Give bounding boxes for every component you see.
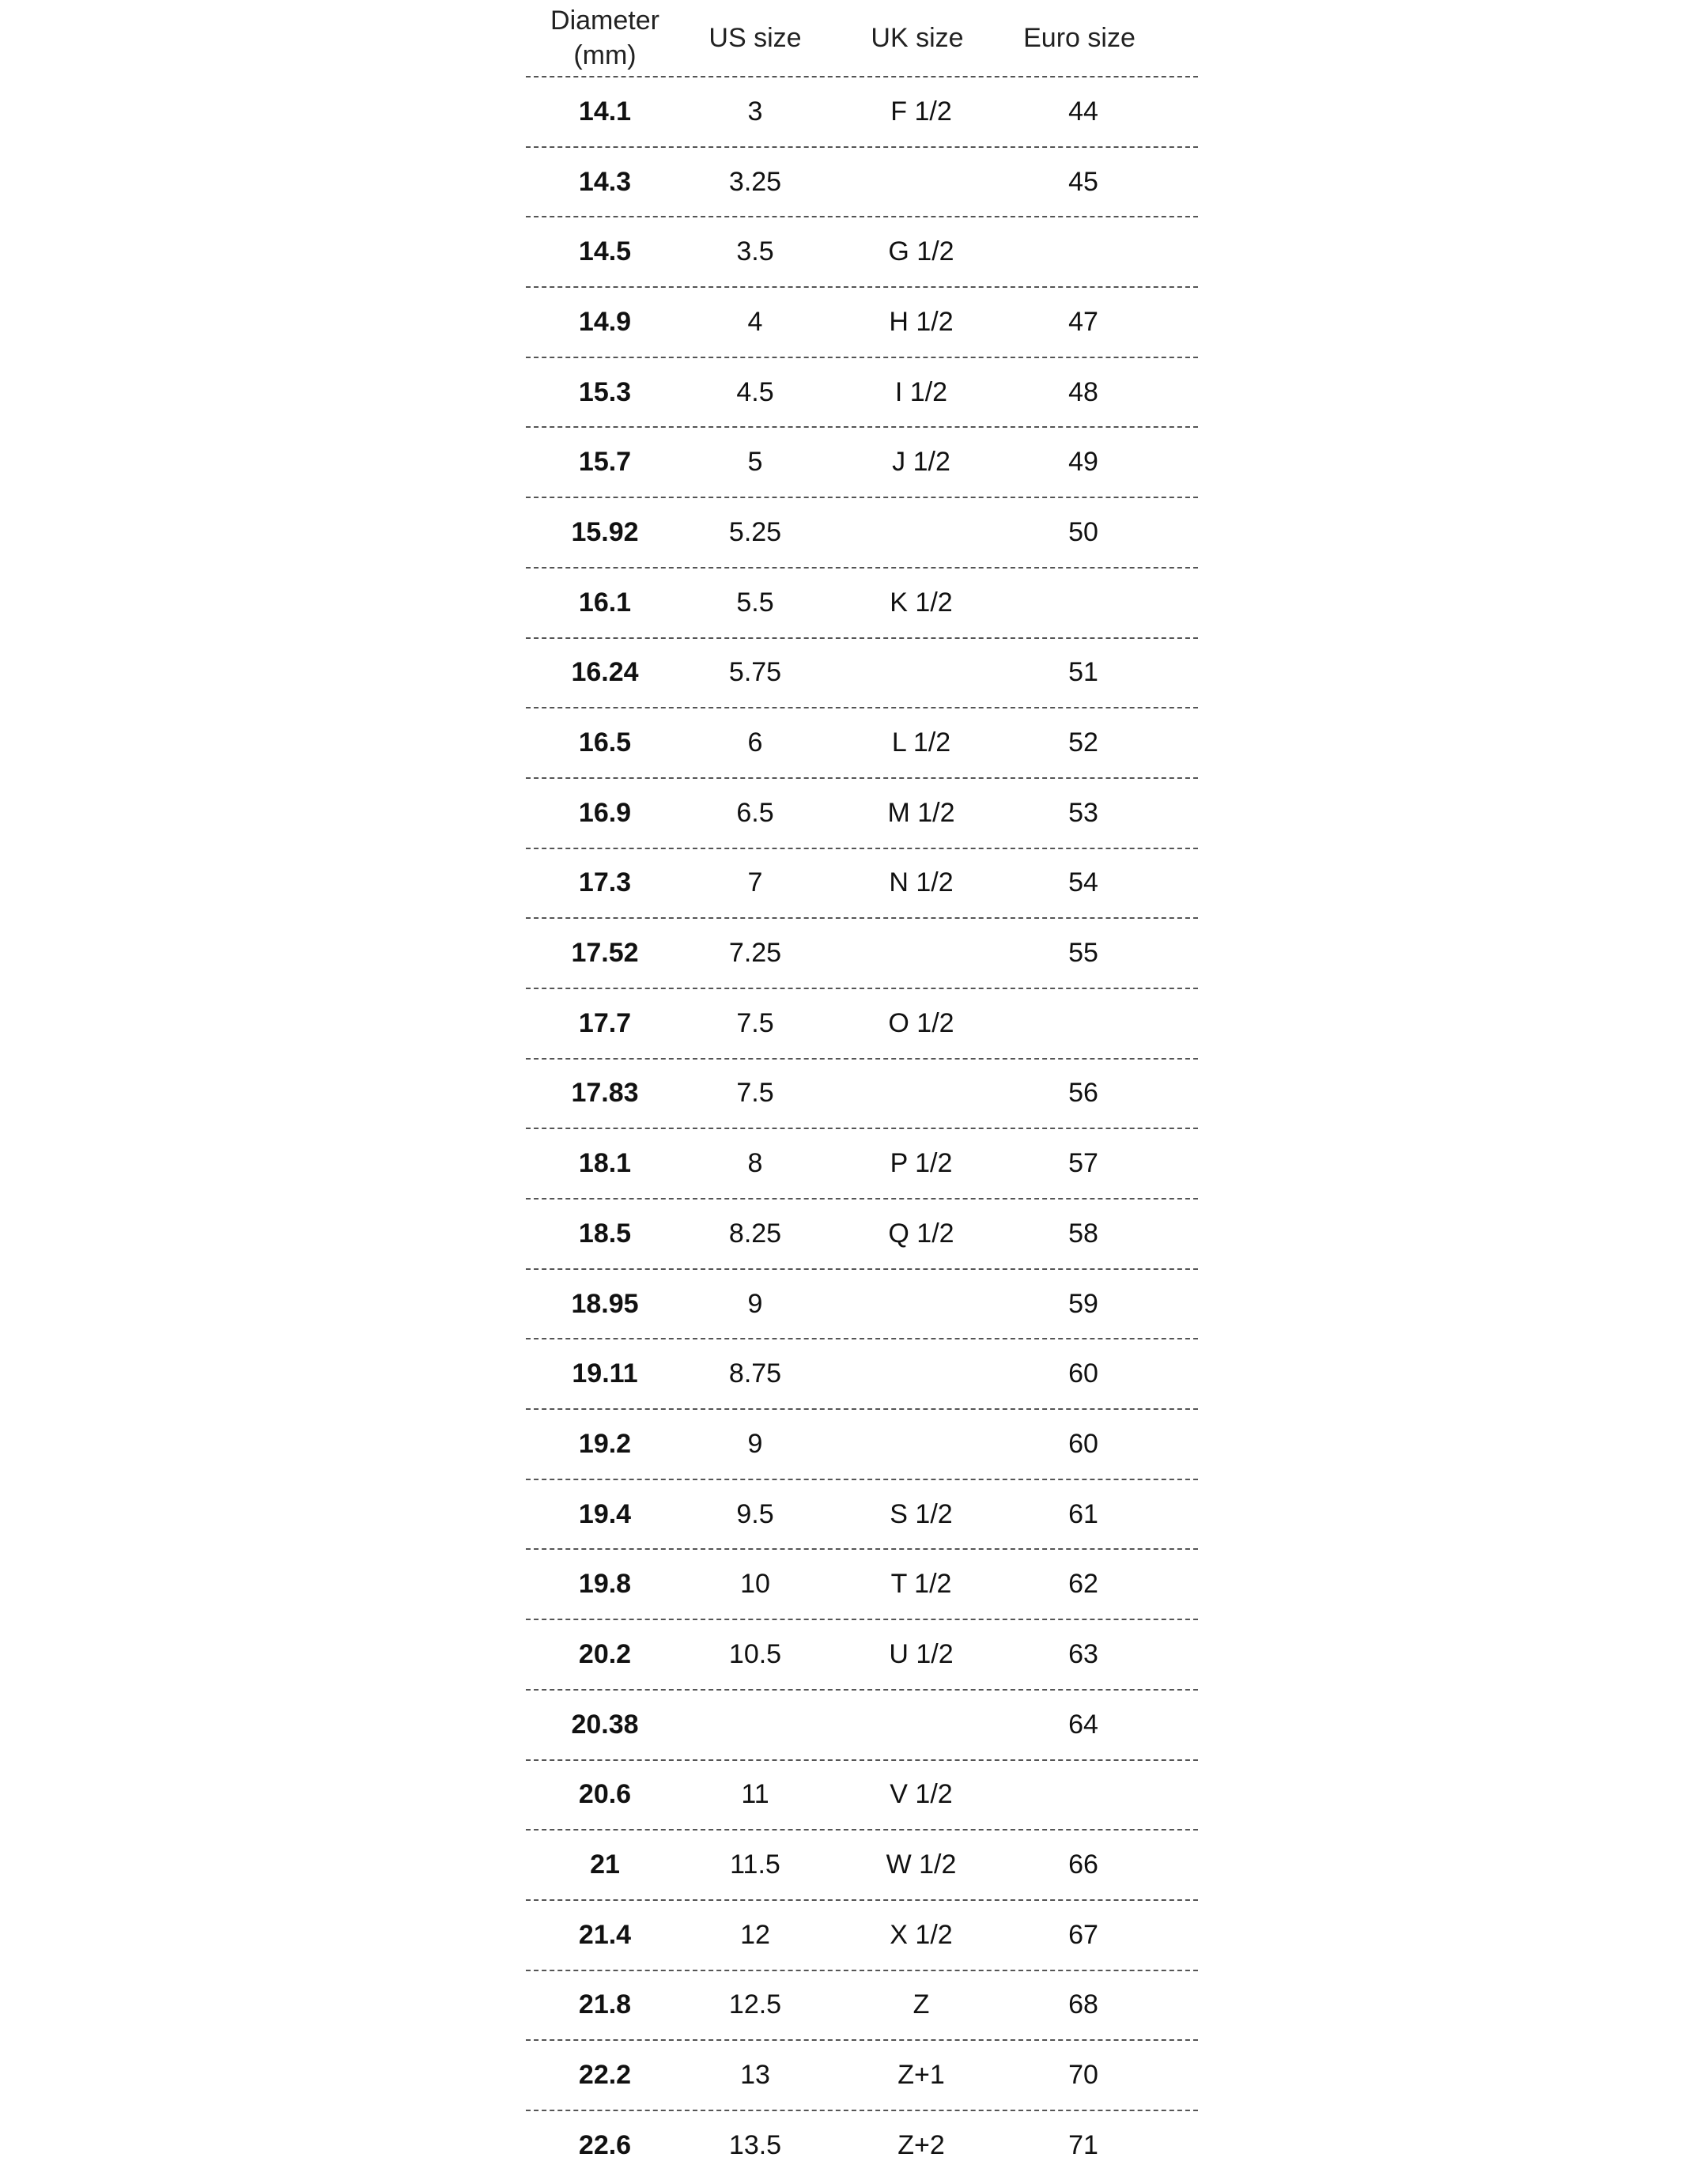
header-euro-size: Euro size <box>1023 23 1136 53</box>
diameter-cell: 21.4 <box>578 1919 632 1950</box>
uk-size-cell: U 1/2 <box>889 1638 954 1669</box>
us-size-cell: 4 <box>747 306 763 337</box>
us-size-cell: 6 <box>747 727 763 758</box>
uk-size-cell: T 1/2 <box>890 1569 952 1600</box>
diameter-cell: 22.6 <box>578 2129 632 2160</box>
us-size-cell: 5.5 <box>736 587 774 618</box>
header-us-size: US size <box>709 23 802 53</box>
table-row <box>526 498 1198 569</box>
diameter-cell: 18.95 <box>571 1288 639 1319</box>
diameter-cell: 15.92 <box>571 516 639 547</box>
uk-size-cell <box>850 1339 992 1408</box>
uk-size-cell: P 1/2 <box>890 1148 953 1179</box>
table-row <box>526 1480 1198 1551</box>
euro-size-cell: 62 <box>1068 1569 1098 1600</box>
diameter-cell: 16.9 <box>578 797 632 828</box>
euro-size-cell: 64 <box>1068 1709 1098 1740</box>
diameter-cell: 14.3 <box>578 166 632 197</box>
header-uk-size: UK size <box>871 23 964 53</box>
uk-size-cell <box>850 1270 992 1339</box>
diameter-cell: 19.8 <box>578 1569 632 1600</box>
us-size-cell: 12 <box>740 1919 770 1950</box>
diameter-cell: 14.9 <box>578 306 632 337</box>
uk-size-cell: V 1/2 <box>890 1779 953 1810</box>
table-row <box>526 358 1198 429</box>
us-size-cell: 7.25 <box>728 938 782 969</box>
us-size-cell: 4.5 <box>736 376 774 407</box>
table-row <box>526 428 1198 498</box>
euro-size-cell: 51 <box>1068 657 1098 688</box>
us-size-cell: 10 <box>740 1569 770 1600</box>
uk-size-cell: O 1/2 <box>888 1007 954 1038</box>
uk-size-cell: Z+1 <box>897 2060 945 2091</box>
table-row <box>526 1761 1198 1831</box>
euro-size-cell: 70 <box>1068 2060 1098 2091</box>
table-body <box>526 77 1198 2180</box>
ring-size-chart <box>526 0 1198 2180</box>
uk-size-cell: X 1/2 <box>890 1919 953 1950</box>
uk-size-cell <box>850 1410 992 1479</box>
euro-size-cell: 50 <box>1068 516 1098 547</box>
table-row <box>526 1550 1198 1620</box>
euro-size-cell: 68 <box>1068 1989 1098 2020</box>
uk-size-cell: Z <box>913 1989 930 2020</box>
table-row <box>526 77 1198 148</box>
diameter-cell: 16.1 <box>578 587 632 618</box>
uk-size-cell: J 1/2 <box>892 447 950 478</box>
diameter-cell: 19.4 <box>578 1498 632 1529</box>
table-row <box>526 849 1198 920</box>
us-size-cell: 5.75 <box>728 657 782 688</box>
euro-size-cell <box>1016 569 1151 637</box>
uk-size-cell: I 1/2 <box>894 376 948 407</box>
table-row <box>526 1339 1198 1410</box>
us-size-cell: 7.5 <box>736 1078 774 1109</box>
table-row <box>526 1691 1198 1761</box>
diameter-cell: 20.6 <box>578 1779 632 1810</box>
uk-size-cell: G 1/2 <box>888 236 954 267</box>
table-row <box>526 1971 1198 2042</box>
us-size-cell: 12.5 <box>728 1989 782 2020</box>
uk-size-cell: L 1/2 <box>891 727 951 758</box>
diameter-cell: 19.11 <box>572 1358 638 1389</box>
diameter-cell: 14.5 <box>578 236 632 267</box>
uk-size-cell: W 1/2 <box>886 1849 957 1880</box>
euro-size-cell <box>1016 989 1151 1058</box>
table-row <box>526 1901 1198 1971</box>
header-diameter-line2: (mm) <box>573 40 637 70</box>
euro-size-cell <box>1016 217 1151 286</box>
euro-size-cell: 56 <box>1068 1078 1098 1109</box>
diameter-cell: 21.8 <box>578 1989 632 2020</box>
diameter-cell: 17.52 <box>571 938 639 969</box>
us-size-cell: 8.75 <box>728 1358 782 1389</box>
diameter-cell: 18.1 <box>578 1148 632 1179</box>
header-diameter <box>526 3 684 73</box>
euro-size-cell: 67 <box>1068 1919 1098 1950</box>
table-row <box>526 1200 1198 1270</box>
us-size-cell: 5.25 <box>728 516 782 547</box>
table-row <box>526 569 1198 639</box>
us-size-cell: 8 <box>747 1148 763 1179</box>
euro-size-cell: 44 <box>1068 96 1098 127</box>
table-row <box>526 1620 1198 1691</box>
uk-size-cell: M 1/2 <box>887 797 955 828</box>
uk-size-cell: K 1/2 <box>890 587 953 618</box>
euro-size-cell: 49 <box>1068 447 1098 478</box>
euro-size-cell: 53 <box>1068 797 1098 828</box>
diameter-cell: 17.83 <box>571 1078 639 1109</box>
us-size-cell: 3 <box>747 96 763 127</box>
diameter-cell: 17.3 <box>578 867 632 898</box>
us-size-cell: 8.25 <box>728 1218 782 1249</box>
euro-size-cell: 47 <box>1068 306 1098 337</box>
us-size-cell: 9.5 <box>736 1498 774 1529</box>
us-size-cell: 13.5 <box>728 2129 782 2160</box>
euro-size-cell: 54 <box>1068 867 1098 898</box>
table-row <box>526 1270 1198 1340</box>
diameter-cell: 19.2 <box>578 1428 632 1459</box>
table-row <box>526 1831 1198 1901</box>
uk-size-cell <box>850 639 992 708</box>
uk-size-cell <box>850 498 992 567</box>
diameter-cell: 22.2 <box>578 2060 632 2091</box>
euro-size-cell: 71 <box>1068 2129 1098 2160</box>
us-size-cell: 9 <box>747 1428 763 1459</box>
us-size-cell <box>696 1691 814 1759</box>
table-row <box>526 217 1198 288</box>
us-size-cell: 11 <box>741 1779 769 1810</box>
diameter-cell: 15.7 <box>578 447 632 478</box>
euro-size-cell: 60 <box>1068 1358 1098 1389</box>
table-row <box>526 148 1198 218</box>
uk-size-cell: H 1/2 <box>889 306 954 337</box>
table-row <box>526 639 1198 709</box>
diameter-cell: 21 <box>590 1849 620 1880</box>
diameter-cell: 15.3 <box>578 376 632 407</box>
uk-size-cell: N 1/2 <box>889 867 954 898</box>
diameter-cell: 18.5 <box>578 1218 632 1249</box>
euro-size-cell: 61 <box>1068 1498 1098 1529</box>
diameter-cell: 20.38 <box>571 1709 639 1740</box>
table-row <box>526 288 1198 358</box>
uk-size-cell: Q 1/2 <box>888 1218 954 1249</box>
euro-size-cell: 60 <box>1068 1428 1098 1459</box>
table-row <box>526 989 1198 1060</box>
us-size-cell: 7.5 <box>736 1007 774 1038</box>
us-size-cell: 3.5 <box>736 236 774 267</box>
table-row <box>526 2041 1198 2111</box>
euro-size-cell: 63 <box>1068 1638 1098 1669</box>
header-diameter-line1: Diameter <box>550 6 659 36</box>
diameter-cell: 16.5 <box>578 727 632 758</box>
us-size-cell: 6.5 <box>736 797 774 828</box>
us-size-cell: 7 <box>747 867 763 898</box>
uk-size-cell <box>850 1691 992 1759</box>
table-row <box>526 1410 1198 1480</box>
uk-size-cell: S 1/2 <box>890 1498 953 1529</box>
euro-size-cell: 66 <box>1068 1849 1098 1880</box>
diameter-cell: 14.1 <box>578 96 632 127</box>
euro-size-cell: 58 <box>1068 1218 1098 1249</box>
euro-size-cell: 55 <box>1068 938 1098 969</box>
us-size-cell: 3.25 <box>728 166 782 197</box>
euro-size-cell: 48 <box>1068 376 1098 407</box>
table-row <box>526 1129 1198 1200</box>
table-row <box>526 708 1198 779</box>
diameter-cell: 20.2 <box>578 1638 632 1669</box>
table-row <box>526 779 1198 849</box>
us-size-cell: 5 <box>747 447 763 478</box>
table-row <box>526 919 1198 989</box>
us-size-cell: 11.5 <box>730 1849 780 1880</box>
euro-size-cell: 59 <box>1068 1288 1098 1319</box>
table-row <box>526 2111 1198 2180</box>
us-size-cell: 9 <box>747 1288 763 1319</box>
table-row <box>526 1060 1198 1130</box>
euro-size-cell: 52 <box>1068 727 1098 758</box>
euro-size-cell: 57 <box>1068 1148 1098 1179</box>
uk-size-cell <box>850 148 992 217</box>
table-header <box>526 0 1198 77</box>
diameter-cell: 17.7 <box>578 1007 632 1038</box>
uk-size-cell: F 1/2 <box>890 96 952 127</box>
us-size-cell: 10.5 <box>728 1638 782 1669</box>
uk-size-cell: Z+2 <box>897 2129 945 2160</box>
euro-size-cell: 45 <box>1068 166 1098 197</box>
euro-size-cell <box>1016 1761 1151 1830</box>
diameter-cell: 16.24 <box>571 657 639 688</box>
us-size-cell: 13 <box>740 2060 770 2091</box>
uk-size-cell <box>850 919 992 988</box>
uk-size-cell <box>850 1060 992 1128</box>
